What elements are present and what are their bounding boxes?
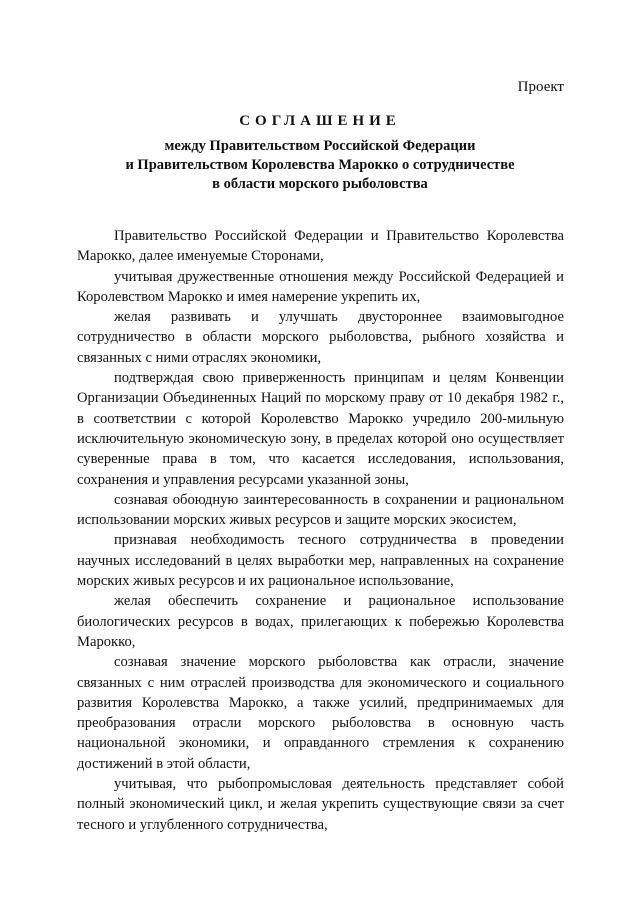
draft-label: Проект bbox=[517, 79, 564, 95]
preamble-paragraph: сознавая значение морского рыболовства как отрасли, значение связанных с ним отраслей производства для экономического и социального развития Королевства Марокко, а также усилий, предпринимаемых для преобразования отрасли морского рыболовства в основную часть национальной экономики, и оправданного стремления к сохранению достижений в этой области, bbox=[77, 654, 564, 772]
preamble-paragraph: признавая необходимость тесного сотрудничества в проведении научных исследований в целях выработки мер, направленных на сохранение морских живых ресурсов и их рациональное использование, bbox=[77, 532, 564, 590]
subtitle-line: между Правительством Российской Федерации bbox=[164, 138, 476, 154]
preamble-paragraph: желая обеспечить сохранение и рациональное использование биологических ресурсов в водах, прилегающих к побережью Королевства Марокко, bbox=[77, 593, 564, 650]
document-title: СОГЛАШЕНИЕ bbox=[239, 113, 401, 129]
document-subtitle bbox=[0, 137, 640, 194]
preamble-paragraph: Правительство Российской Федерации и Правительство Королевства Марокко, далее именуемые Сторонами, bbox=[77, 228, 564, 265]
agreement-preamble bbox=[77, 226, 564, 835]
preamble-paragraph: учитывая, что рыбопромысловая деятельность представляет собой полный экономический цикл, и желая укрепить существующие связи за счет тесного и углубленного сотрудничества, bbox=[77, 776, 564, 833]
subtitle-line: и Правительством Королевства Марокко о сотрудничестве bbox=[125, 157, 515, 173]
preamble-paragraph: желая развивать и улучшать двустороннее взаимовыгодное сотрудничество в области морского рыболовства, рыбного хозяйства и связанных с ними отраслях экономики, bbox=[77, 309, 564, 366]
preamble-paragraph: сознавая обоюдную заинтересованность в сохранении и рациональном использовании морских живых ресурсов и защите морских экосистем, bbox=[77, 491, 564, 529]
subtitle-line: в области морского рыболовства bbox=[212, 176, 428, 192]
preamble-paragraph: подтверждая свою приверженность принципам и целям Конвенции Организации Объединенных Наций по морскому праву от 10 декабря 1982 г., в соответствии с которой Королевство Марокко учредило 200-мильную исключительную экономическую зону, в пределах которой оно осуществляет суверенные права в том, что касается исследования, использования, сохранения и управления ресурсами указанной зоны, bbox=[77, 370, 564, 488]
preamble-paragraph: учитывая дружественные отношения между Российской Федерацией и Королевством Марокко и имея намерение укрепить их, bbox=[77, 268, 564, 305]
